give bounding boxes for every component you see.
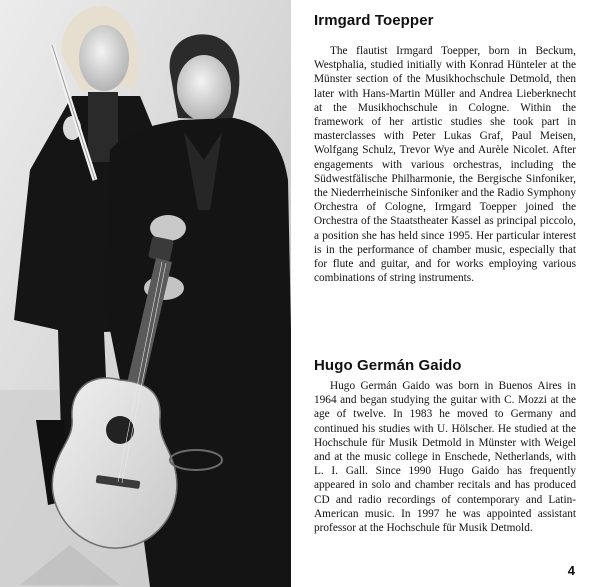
bio-paragraph-hugo-german-gaido: Hugo Germán Gaido was born in Buenos Aires in 1964 and began studying the guitar with C. Mozzi at the age of twelve. In 1983 he moved to Germany and continued his studies with U. Hölscher. He studied at the Hochschule für Musik Detmold in Münster with Weigel and at the music college in Enschede, Netherlands, with L. I. Gall. Since 1990 Hugo Gaido has frequently appeared in solo and chamber recitals and has produced CD and radio recordings of contemporary and Latin-American music. In 1997 he was appointed assistant professor at the Hochschule für Musik Detmold.: [314, 380, 576, 535]
photo-illustration: [0, 0, 291, 587]
bio-heading-irmgard-toepper: Irmgard Toepper: [314, 12, 434, 29]
text-column: [291, 0, 600, 587]
duo-photograph: [0, 0, 291, 587]
bio-paragraph-irmgard-toepper: The flautist Irmgard Toepper, born in Beckum, Westphalia, studied initially with Konrad Hünteler at the Münster section of the Musikhochschule Detmold, then later with Hans-Martin Müller and Andrea Lieberknecht at the Musikhochschule in Cologne. Within the framework of her artistic studies she took part in masterclasses with Peter Lukas Graf, Paul Meisen, Wolfgang Schulz, Trevor Wye and Aurèle Nicolet. After engagements with various orchestras, including the Südwestfälische Philharmonie, the Bergische Sinfoniker, the Niederrheinische Sinfoniker and the Radio Symphony Orchestra of Cologne, Irmgard Toepper joined the Orchestra of the Staatstheater Kassel as principal piccolo, a position she has held since 1995. Her particular interest is in the performance of chamber music, especially that for flute and guitar, and for works employing various combinations of string instruments.: [314, 45, 576, 285]
page-number: 4: [567, 563, 575, 578]
bio-heading-hugo-german-gaido: Hugo Germán Gaido: [314, 357, 462, 374]
